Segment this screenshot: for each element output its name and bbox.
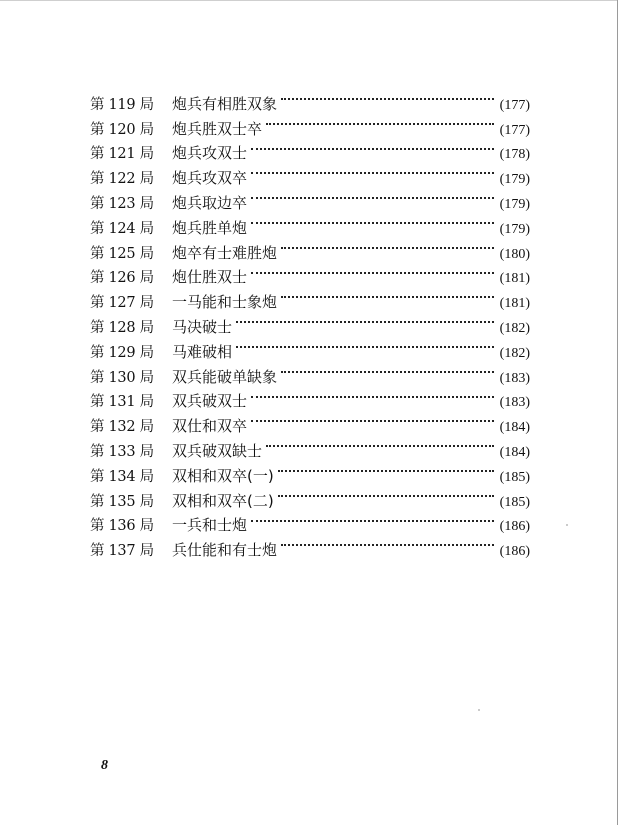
toc-entry-number: 第 124 局 bbox=[90, 220, 154, 237]
toc-entry-title: 双相和双卒(二) bbox=[172, 491, 274, 510]
toc-leader-dots bbox=[281, 357, 494, 382]
toc-entry-page: (181) bbox=[499, 296, 530, 312]
toc-entry-number: 第 129 局 bbox=[90, 344, 154, 361]
toc-entry-page: (184) bbox=[499, 420, 530, 436]
toc-entry-title: 炮兵取边卒 bbox=[172, 193, 248, 212]
toc-entry-page: (183) bbox=[499, 395, 530, 411]
toc-leader-dots bbox=[281, 84, 494, 109]
toc-leader-dots bbox=[251, 208, 494, 233]
toc-leader-dots bbox=[251, 382, 494, 407]
toc-entry-title: 炮兵攻双卒 bbox=[172, 169, 248, 188]
toc-entry-number: 第 135 局 bbox=[90, 493, 154, 510]
toc-entry-title: 炮卒有士难胜炮 bbox=[172, 243, 278, 262]
toc-leader-dots bbox=[278, 481, 494, 506]
toc-entry-title: 双兵破双缺士 bbox=[172, 441, 263, 460]
toc-entry-number: 第 120 局 bbox=[90, 121, 154, 138]
toc-entry-title: 炮仕胜双士 bbox=[172, 268, 248, 287]
toc-entry-title: 炮兵攻双士 bbox=[172, 144, 248, 163]
toc-entry-page: (179) bbox=[499, 196, 530, 212]
toc-entry-title: 一马能和士象炮 bbox=[172, 293, 278, 312]
scan-speck bbox=[566, 524, 568, 526]
toc-entry-page: (186) bbox=[499, 544, 530, 560]
toc-entry-title: 双仕和双卒 bbox=[172, 417, 248, 436]
page-number: 8 bbox=[101, 758, 108, 773]
scan-speck bbox=[478, 709, 480, 711]
toc-entry-page: (184) bbox=[499, 444, 530, 460]
right-edge-line bbox=[617, 0, 618, 825]
toc-entry-title: 马决破士 bbox=[172, 317, 233, 336]
toc-entry-title: 炮兵胜双士卒 bbox=[172, 119, 263, 138]
toc-entry-title: 炮兵有相胜双象 bbox=[172, 94, 278, 113]
toc-entry-number: 第 121 局 bbox=[90, 146, 154, 163]
table-of-contents bbox=[90, 84, 530, 560]
toc-leader-dots bbox=[281, 233, 494, 258]
toc-entry-number: 第 128 局 bbox=[90, 319, 154, 336]
toc-leader-dots bbox=[251, 258, 494, 283]
toc-leader-dots bbox=[251, 506, 494, 531]
toc-entry-page: (185) bbox=[499, 469, 530, 485]
toc-entry-number: 第 136 局 bbox=[90, 518, 154, 535]
toc-entry-title: 炮兵胜单炮 bbox=[172, 218, 248, 237]
toc-entry-number: 第 137 局 bbox=[90, 543, 154, 560]
toc-entry-page: (177) bbox=[499, 97, 530, 113]
toc-leader-dots bbox=[251, 134, 494, 159]
toc-leader-dots bbox=[236, 307, 494, 332]
toc-entry-number: 第 123 局 bbox=[90, 195, 154, 212]
top-border-line bbox=[0, 0, 618, 1]
toc-entry-page: (182) bbox=[499, 345, 530, 361]
toc-entry-page: (186) bbox=[499, 519, 530, 535]
toc-entry-page: (185) bbox=[499, 494, 530, 510]
toc-leader-dots bbox=[251, 183, 494, 208]
toc-entry-title: 双兵破双士 bbox=[172, 392, 248, 411]
toc-entry-number: 第 131 局 bbox=[90, 394, 154, 411]
toc-entry-number: 第 134 局 bbox=[90, 468, 154, 485]
toc-entry-number: 第 127 局 bbox=[90, 295, 154, 312]
toc-entry-page: (179) bbox=[499, 172, 530, 188]
toc-entry-title: 马难破相 bbox=[172, 342, 233, 361]
toc-leader-dots bbox=[266, 109, 494, 134]
toc-leader-dots bbox=[281, 530, 494, 555]
toc-leader-dots bbox=[251, 158, 494, 183]
toc-entry-number: 第 119 局 bbox=[90, 96, 154, 113]
toc-leader-dots bbox=[278, 456, 494, 481]
toc-entry-number: 第 133 局 bbox=[90, 443, 154, 460]
toc-entry bbox=[90, 84, 530, 113]
toc-entry-title: 一兵和士炮 bbox=[172, 516, 248, 535]
toc-leader-dots bbox=[236, 332, 494, 357]
toc-entry-number: 第 130 局 bbox=[90, 369, 154, 386]
toc-entry-page: (181) bbox=[499, 271, 530, 287]
toc-entry-page: (183) bbox=[499, 370, 530, 386]
toc-entry-number: 第 125 局 bbox=[90, 245, 154, 262]
toc-entry-number: 第 126 局 bbox=[90, 270, 154, 287]
toc-leader-dots bbox=[251, 406, 494, 431]
toc-entry-number: 第 132 局 bbox=[90, 419, 154, 436]
toc-leader-dots bbox=[266, 431, 494, 456]
toc-leader-dots bbox=[281, 282, 494, 307]
toc-entry-page: (182) bbox=[499, 320, 530, 336]
toc-entry-page: (177) bbox=[499, 122, 530, 138]
toc-entry-page: (178) bbox=[499, 147, 530, 163]
toc-entry-page: (180) bbox=[499, 246, 530, 262]
toc-entry-title: 双兵能破单缺象 bbox=[172, 367, 278, 386]
toc-entry-title: 双相和双卒(一) bbox=[172, 466, 274, 485]
toc-entry-number: 第 122 局 bbox=[90, 171, 154, 188]
toc-entry-page: (179) bbox=[499, 221, 530, 237]
toc-entry-title: 兵仕能和有士炮 bbox=[172, 541, 278, 560]
